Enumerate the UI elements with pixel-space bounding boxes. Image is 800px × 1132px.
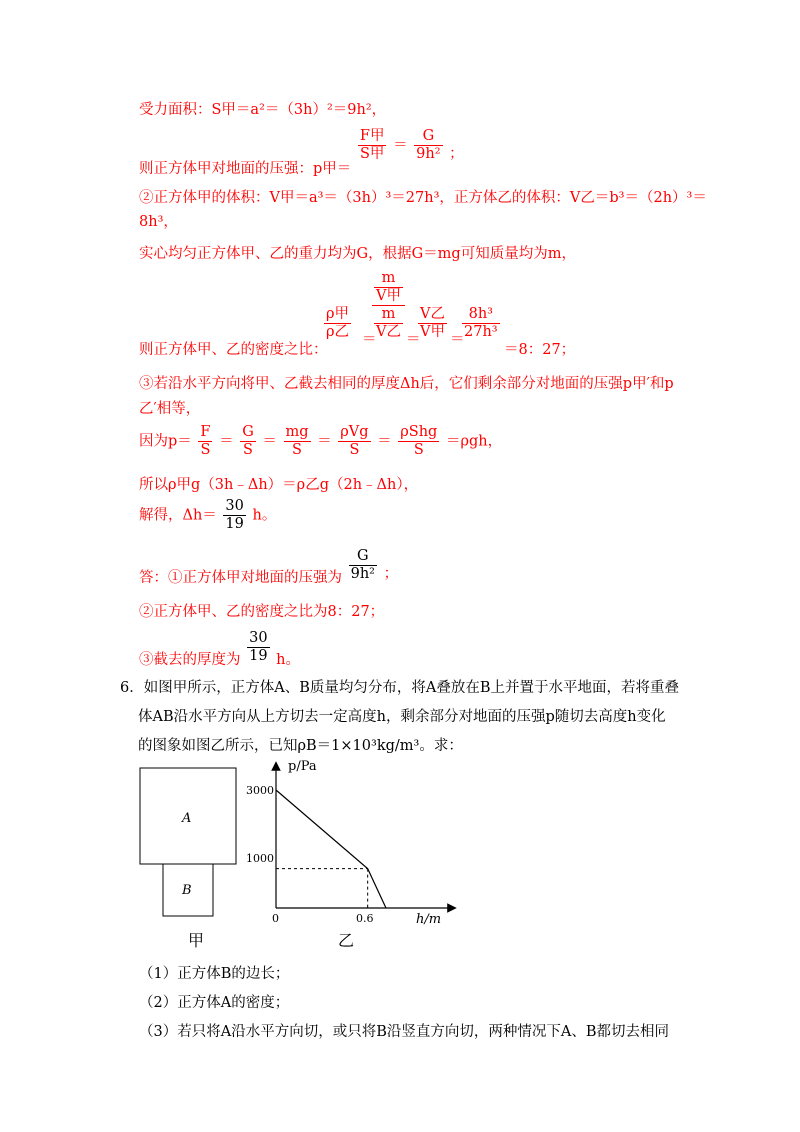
numerator: 30 (225, 498, 244, 514)
compound-fraction (370, 270, 407, 341)
equals: ＝ (317, 433, 332, 450)
y-axis-label: p/Pa (288, 759, 317, 774)
x-tick-0.6: 0.6 (356, 912, 374, 925)
text: ； (383, 565, 399, 582)
figure-yi-chart (240, 756, 460, 962)
numerator: ρVg (340, 424, 369, 440)
numerator: F甲 (359, 128, 385, 144)
fraction-30-19 (247, 630, 269, 665)
numerator: G (349, 548, 377, 566)
solution-line-mass: 实心均匀正方体甲、乙的重力均为G，根据G＝mg可知质量均为m， (139, 246, 576, 262)
y-tick-3000: 3000 (246, 784, 274, 797)
equals: ＝ (406, 332, 421, 348)
fraction-h-ratio (460, 306, 502, 341)
fraction-g-over-9h2 (349, 548, 377, 583)
denominator: 9h² (350, 566, 375, 582)
numerator: 30 (249, 630, 268, 646)
m-over-vjia (374, 270, 403, 305)
answer-line-1 (139, 548, 399, 586)
question-line: 的图象如图乙所示，已知ρB＝1×10³kg/m³。求： (138, 738, 463, 754)
text: h。 (252, 507, 277, 524)
text: ； (449, 145, 464, 162)
equals: ＝ (219, 433, 234, 450)
solution-line-volumes: ②正方体甲的体积：V甲＝a³＝（3h）³＝27h³，正方体乙的体积：V乙＝b³＝（2h）³＝ (139, 190, 707, 206)
equals: ＝ (262, 433, 277, 450)
denominator: 19 (249, 648, 268, 664)
fraction-v-ratio (416, 306, 449, 341)
solution-line-result (139, 498, 276, 533)
text: 则正方体甲对地面的压强：p甲＝ (139, 160, 352, 177)
solution-line-cut: ③若沿水平方向将甲、乙截去相同的厚度Δh后，它们剩余部分对地面的压强p甲′和p (139, 376, 674, 392)
equals: ＝ (377, 433, 392, 450)
x-origin: 0 (272, 912, 279, 925)
m-over-vyi (374, 306, 403, 341)
numerator: mg (285, 424, 309, 440)
numerator: ρ甲 (326, 306, 350, 322)
numerator: m (374, 306, 403, 324)
sub-question-3: （3）若只将A沿水平方向切，或只将B沿竖直方向切，两种情况下A、B都切去相同 (139, 1024, 669, 1040)
text: h。 (276, 651, 301, 668)
x-axis-label: h/m (416, 912, 442, 927)
chart-plot (276, 790, 386, 908)
denominator: ρ乙 (326, 324, 350, 340)
denominator: S甲 (359, 146, 385, 162)
numerator: m (374, 270, 403, 288)
text: 解得，Δh＝ (139, 507, 217, 524)
denominator: 19 (225, 516, 244, 532)
denominator: S (413, 442, 424, 458)
h-fraction (462, 306, 500, 341)
answer-line-3 (139, 630, 301, 668)
solution-line-pressure-jia (139, 128, 464, 177)
numerator (372, 270, 405, 306)
numerator: 8h³ (462, 306, 500, 324)
solution-line-pressure-formula (139, 424, 502, 459)
rshg-over-s (398, 424, 439, 459)
g-over-s (240, 424, 256, 459)
cube-a-label: A (182, 811, 192, 826)
question-6 (120, 674, 690, 761)
text: ③截去的厚度为 (139, 651, 241, 668)
numerator: G (242, 424, 254, 440)
text: ＝ρgh， (445, 433, 503, 450)
question-line: 6．如图甲所示，正方体A、B质量均匀分布，将A叠放在B上并置于水平地面，若将重叠 (120, 680, 679, 696)
figure-jia-caption: 甲 (188, 931, 205, 950)
solution-line-equation: 所以ρ甲g（3h﹣Δh）＝ρ乙g（2h﹣Δh）， (139, 477, 419, 493)
solution-line-volume-cont: 8h³， (139, 214, 178, 230)
ratio-result: ＝8：27； (504, 342, 576, 358)
denominator: V甲 (420, 324, 445, 340)
cube-b-label: B (182, 883, 192, 898)
v-fraction (418, 306, 447, 341)
denominator: S (349, 442, 360, 458)
text: 因为p＝ (139, 433, 192, 450)
numerator: ρShg (400, 424, 438, 440)
rvg-over-s (338, 424, 370, 459)
sub-question-2: （2）正方体A的密度； (139, 995, 290, 1011)
question-line: 体AB沿水平方向从上方切去一定高度h，剩余部分对地面的压强p随切去高度h变化 (138, 709, 666, 725)
fraction-f-over-s (358, 128, 387, 163)
sub-questions (139, 960, 669, 1047)
rho-fraction (324, 306, 351, 341)
sub-question-1: （1）正方体B的边长； (139, 966, 290, 982)
denominator: V甲 (376, 288, 401, 304)
fraction-g-over-9h2 (414, 128, 442, 163)
numerator: F (200, 424, 211, 440)
f-over-s (198, 424, 212, 459)
denominator (372, 306, 405, 341)
text: 答：①正方体甲对地面的压强为 (139, 569, 342, 586)
denominator: 27h³ (464, 324, 498, 340)
solution-density-label: 则正方体甲、乙的密度之比： (139, 342, 328, 358)
denominator: S (200, 442, 211, 458)
solution-line-area: 受力面积：S甲＝a²＝（3h）²＝9h²， (139, 102, 387, 118)
denominator: 9h² (416, 146, 441, 162)
pressure-curve (276, 790, 386, 908)
mg-over-s (284, 424, 311, 459)
denominator: V乙 (376, 324, 401, 340)
equals: ＝ (450, 332, 465, 348)
fraction-rho-ratio (322, 306, 353, 341)
figure-yi-caption: 乙 (338, 931, 355, 950)
fraction-30-19 (223, 498, 245, 533)
equals: ＝ (393, 137, 408, 154)
solution-line-cut-cont: 乙′相等， (139, 401, 201, 417)
numerator: G (414, 128, 442, 146)
denominator: S (243, 442, 253, 458)
m-over-v-fraction (372, 270, 405, 341)
y-tick-1000: 1000 (246, 852, 274, 865)
numerator: V乙 (420, 306, 445, 322)
denominator: S (292, 442, 302, 458)
equals: ＝ (362, 332, 377, 348)
answer-line-2: ②正方体甲、乙的密度之比为8：27； (139, 604, 385, 620)
